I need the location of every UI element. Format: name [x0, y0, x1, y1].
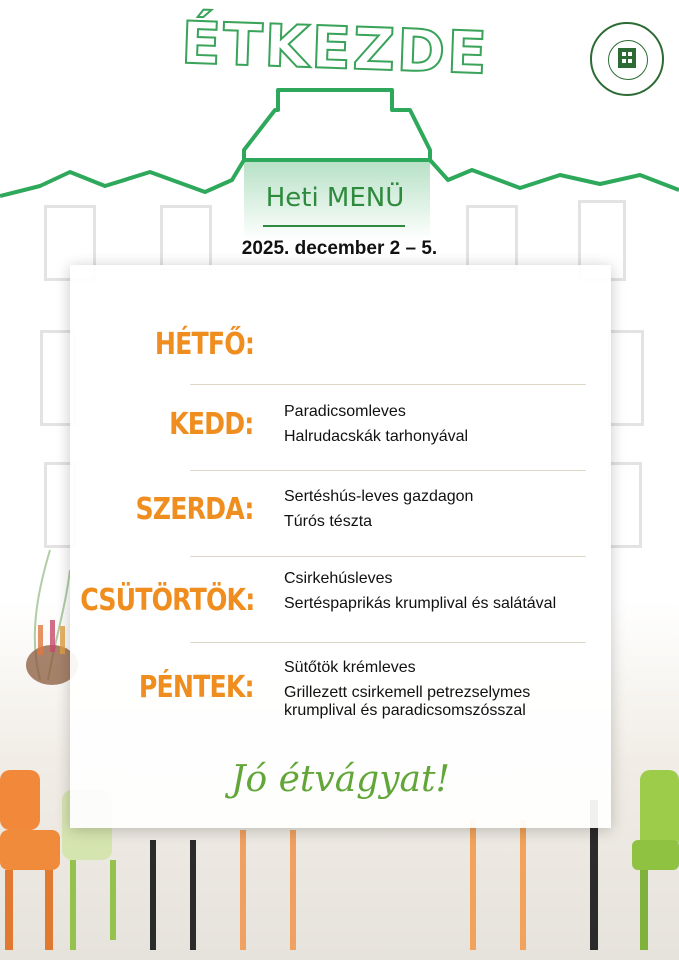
page-title: ÉTKEZDE	[180, 8, 490, 88]
day-label: CSÜTÖRTÖK:	[79, 583, 254, 618]
dish-item: Csirkehúsleves	[284, 570, 393, 587]
dish-item: Túrós tészta	[284, 513, 373, 530]
day-label: KEDD:	[169, 407, 254, 442]
dish-item: Sertéshús-leves gazdagon	[284, 488, 474, 505]
date-range: 2025. december 2 – 5.	[241, 238, 438, 259]
day-label: PÉNTEK:	[139, 670, 254, 705]
day-label: HÉTFŐ:	[154, 327, 254, 362]
seal-building-icon	[618, 48, 636, 68]
background-window	[608, 462, 642, 548]
row-divider	[190, 470, 586, 471]
dish-item: Halrudacskák tarhonyával	[284, 428, 469, 445]
closing-greeting: Jó étvágyat!	[231, 759, 450, 800]
menu-card	[70, 265, 611, 828]
day-label: SZERDA:	[135, 492, 254, 527]
school-seal-icon	[590, 22, 664, 96]
background-window	[608, 330, 644, 426]
row-divider	[190, 556, 586, 557]
dish-item: Sertéspaprikás krumplival és salátával	[284, 595, 557, 612]
row-divider	[190, 642, 586, 643]
dish-item: Paradicsomleves	[284, 403, 406, 420]
subtitle-underline	[263, 225, 405, 227]
row-divider	[190, 384, 586, 385]
dish-item: Sütőtök krémleves	[284, 659, 416, 676]
dish-item: Grillezett csirkemell petrezselymes krumplival és paradicsomszósszal	[284, 684, 531, 719]
menu-subtitle: Heti MENÜ	[265, 183, 405, 213]
